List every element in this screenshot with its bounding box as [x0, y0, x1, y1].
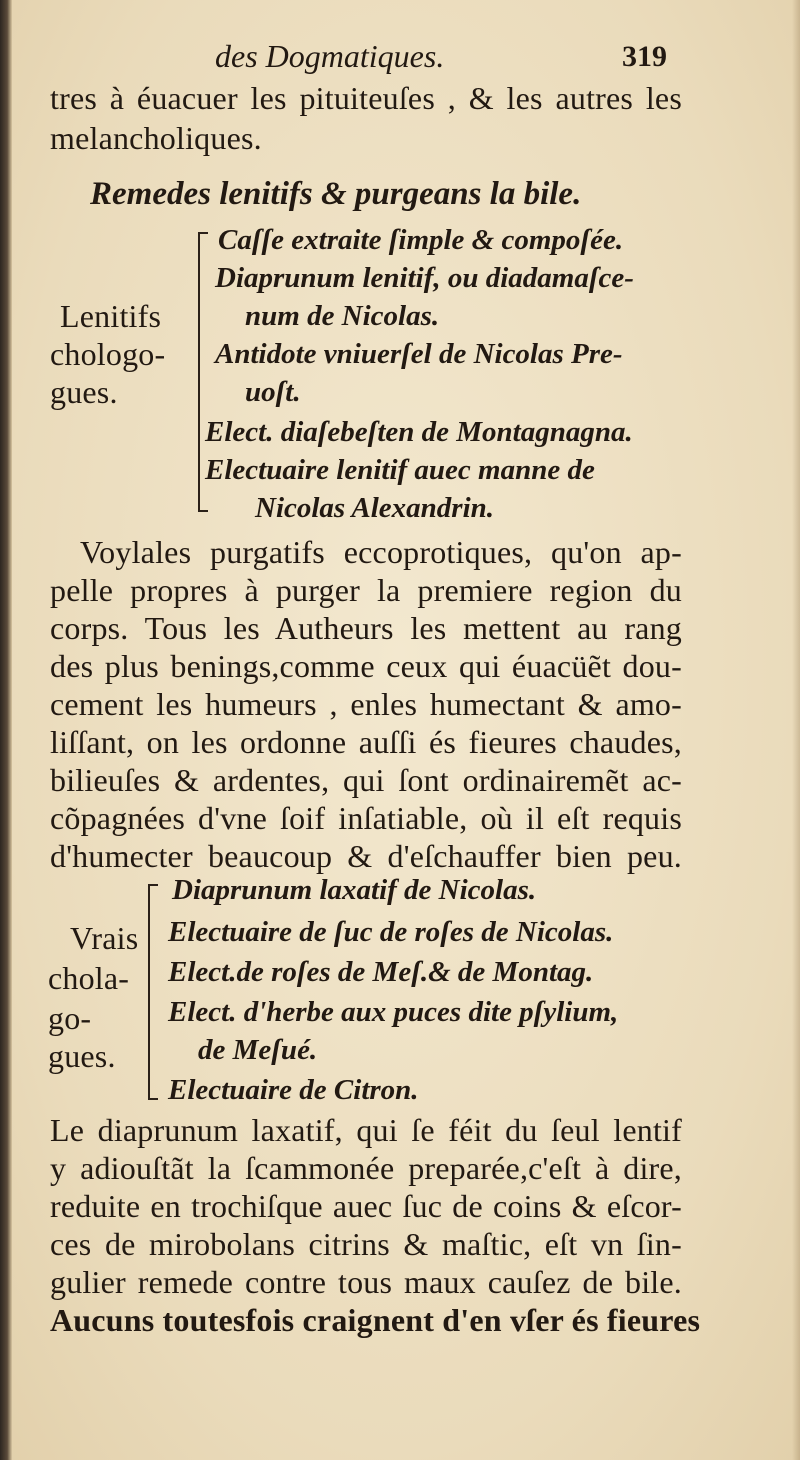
text-line: des plus benings,comme ceux qui éuacüẽt dou- — [50, 648, 682, 684]
text-line: pelle propres à purger la premiere region du — [50, 572, 682, 608]
list-label: go- — [48, 1000, 92, 1036]
list-item: Electuaire lenitif auec manne de — [205, 454, 595, 486]
list-item: Nicolas Alexandrin. — [255, 492, 495, 524]
list-item: Antidote vniuerſel de Nicolas Pre- — [215, 338, 623, 370]
list-label: gues. — [50, 374, 118, 410]
text-line: tres à éuacuer les pituiteuſes , & les autres les — [50, 80, 682, 116]
list-label: chologo- — [50, 336, 166, 372]
list-item: de Meſué. — [198, 1034, 318, 1066]
text-line: liſſant, on les ordonne auſſi és fieures chaudes, — [50, 724, 682, 760]
list-label: Vrais — [70, 920, 139, 956]
running-title: des Dogmatiques. — [215, 38, 445, 74]
list-label: gues. — [48, 1038, 116, 1074]
text-line: ces de mirobolans citrins & maſtic, eſt vn ſin- — [50, 1226, 682, 1262]
text-line: bilieuſes & ardentes, qui ſont ordinairemẽt ac- — [50, 762, 682, 798]
list-item: Elect.de roſes de Meſ.& de Montag. — [168, 956, 594, 988]
text-line: reduite en trochiſque auec ſuc de coins & eſcor- — [50, 1188, 682, 1224]
section-heading: Remedes lenitifs & purgeans la bile. — [90, 176, 582, 212]
text-line: melancholiques. — [50, 120, 262, 156]
list-item: Diaprunum laxatif de Nicolas. — [172, 874, 537, 906]
page-number: 319 — [622, 40, 667, 73]
text-line: Le diaprunum laxatif, qui ſe féit du ſeul lentif — [50, 1112, 682, 1148]
binding-gutter — [0, 0, 12, 1460]
list-item: Electuaire de Citron. — [168, 1074, 419, 1106]
text-line: Aucuns toutesfois craignent d'en vſer és fieures — [50, 1302, 701, 1338]
list-item: uoſt. — [245, 376, 301, 408]
list-label: chola- — [48, 960, 130, 996]
list-item: Elect. d'herbe aux puces dite pſylium, — [168, 996, 619, 1028]
list-item: Elect. diaſebeſten de Montagnagna. — [205, 416, 633, 448]
text-line: gulier remede contre tous maux cauſez de bile. — [50, 1264, 682, 1300]
page-edge-shadow — [792, 0, 800, 1460]
text-line: cõpagnées d'vne ſoif inſatiable, où il eſt requis — [50, 800, 682, 836]
text-line: cement les humeurs , enles humectant & amo- — [50, 686, 682, 722]
list-item: num de Nicolas. — [245, 300, 440, 332]
text-line: Voylales purgatifs eccoprotiques, qu'on ap- — [80, 534, 682, 570]
list-item: Caſſe extraite ſimple & compoſée. — [218, 224, 624, 256]
text-line: corps. Tous les Autheurs les mettent au rang — [50, 610, 682, 646]
brace — [148, 884, 158, 1100]
list-item: Electuaire de ſuc de roſes de Nicolas. — [168, 916, 614, 948]
list-item: Diaprunum lenitif, ou diadamaſce- — [215, 262, 634, 294]
list-label: Lenitifs — [60, 298, 162, 334]
text-line: d'humecter beaucoup & d'eſchauffer bien peu. — [50, 838, 682, 874]
text-line: y adiouſtãt la ſcammonée preparée,c'eſt à dire, — [50, 1150, 682, 1186]
